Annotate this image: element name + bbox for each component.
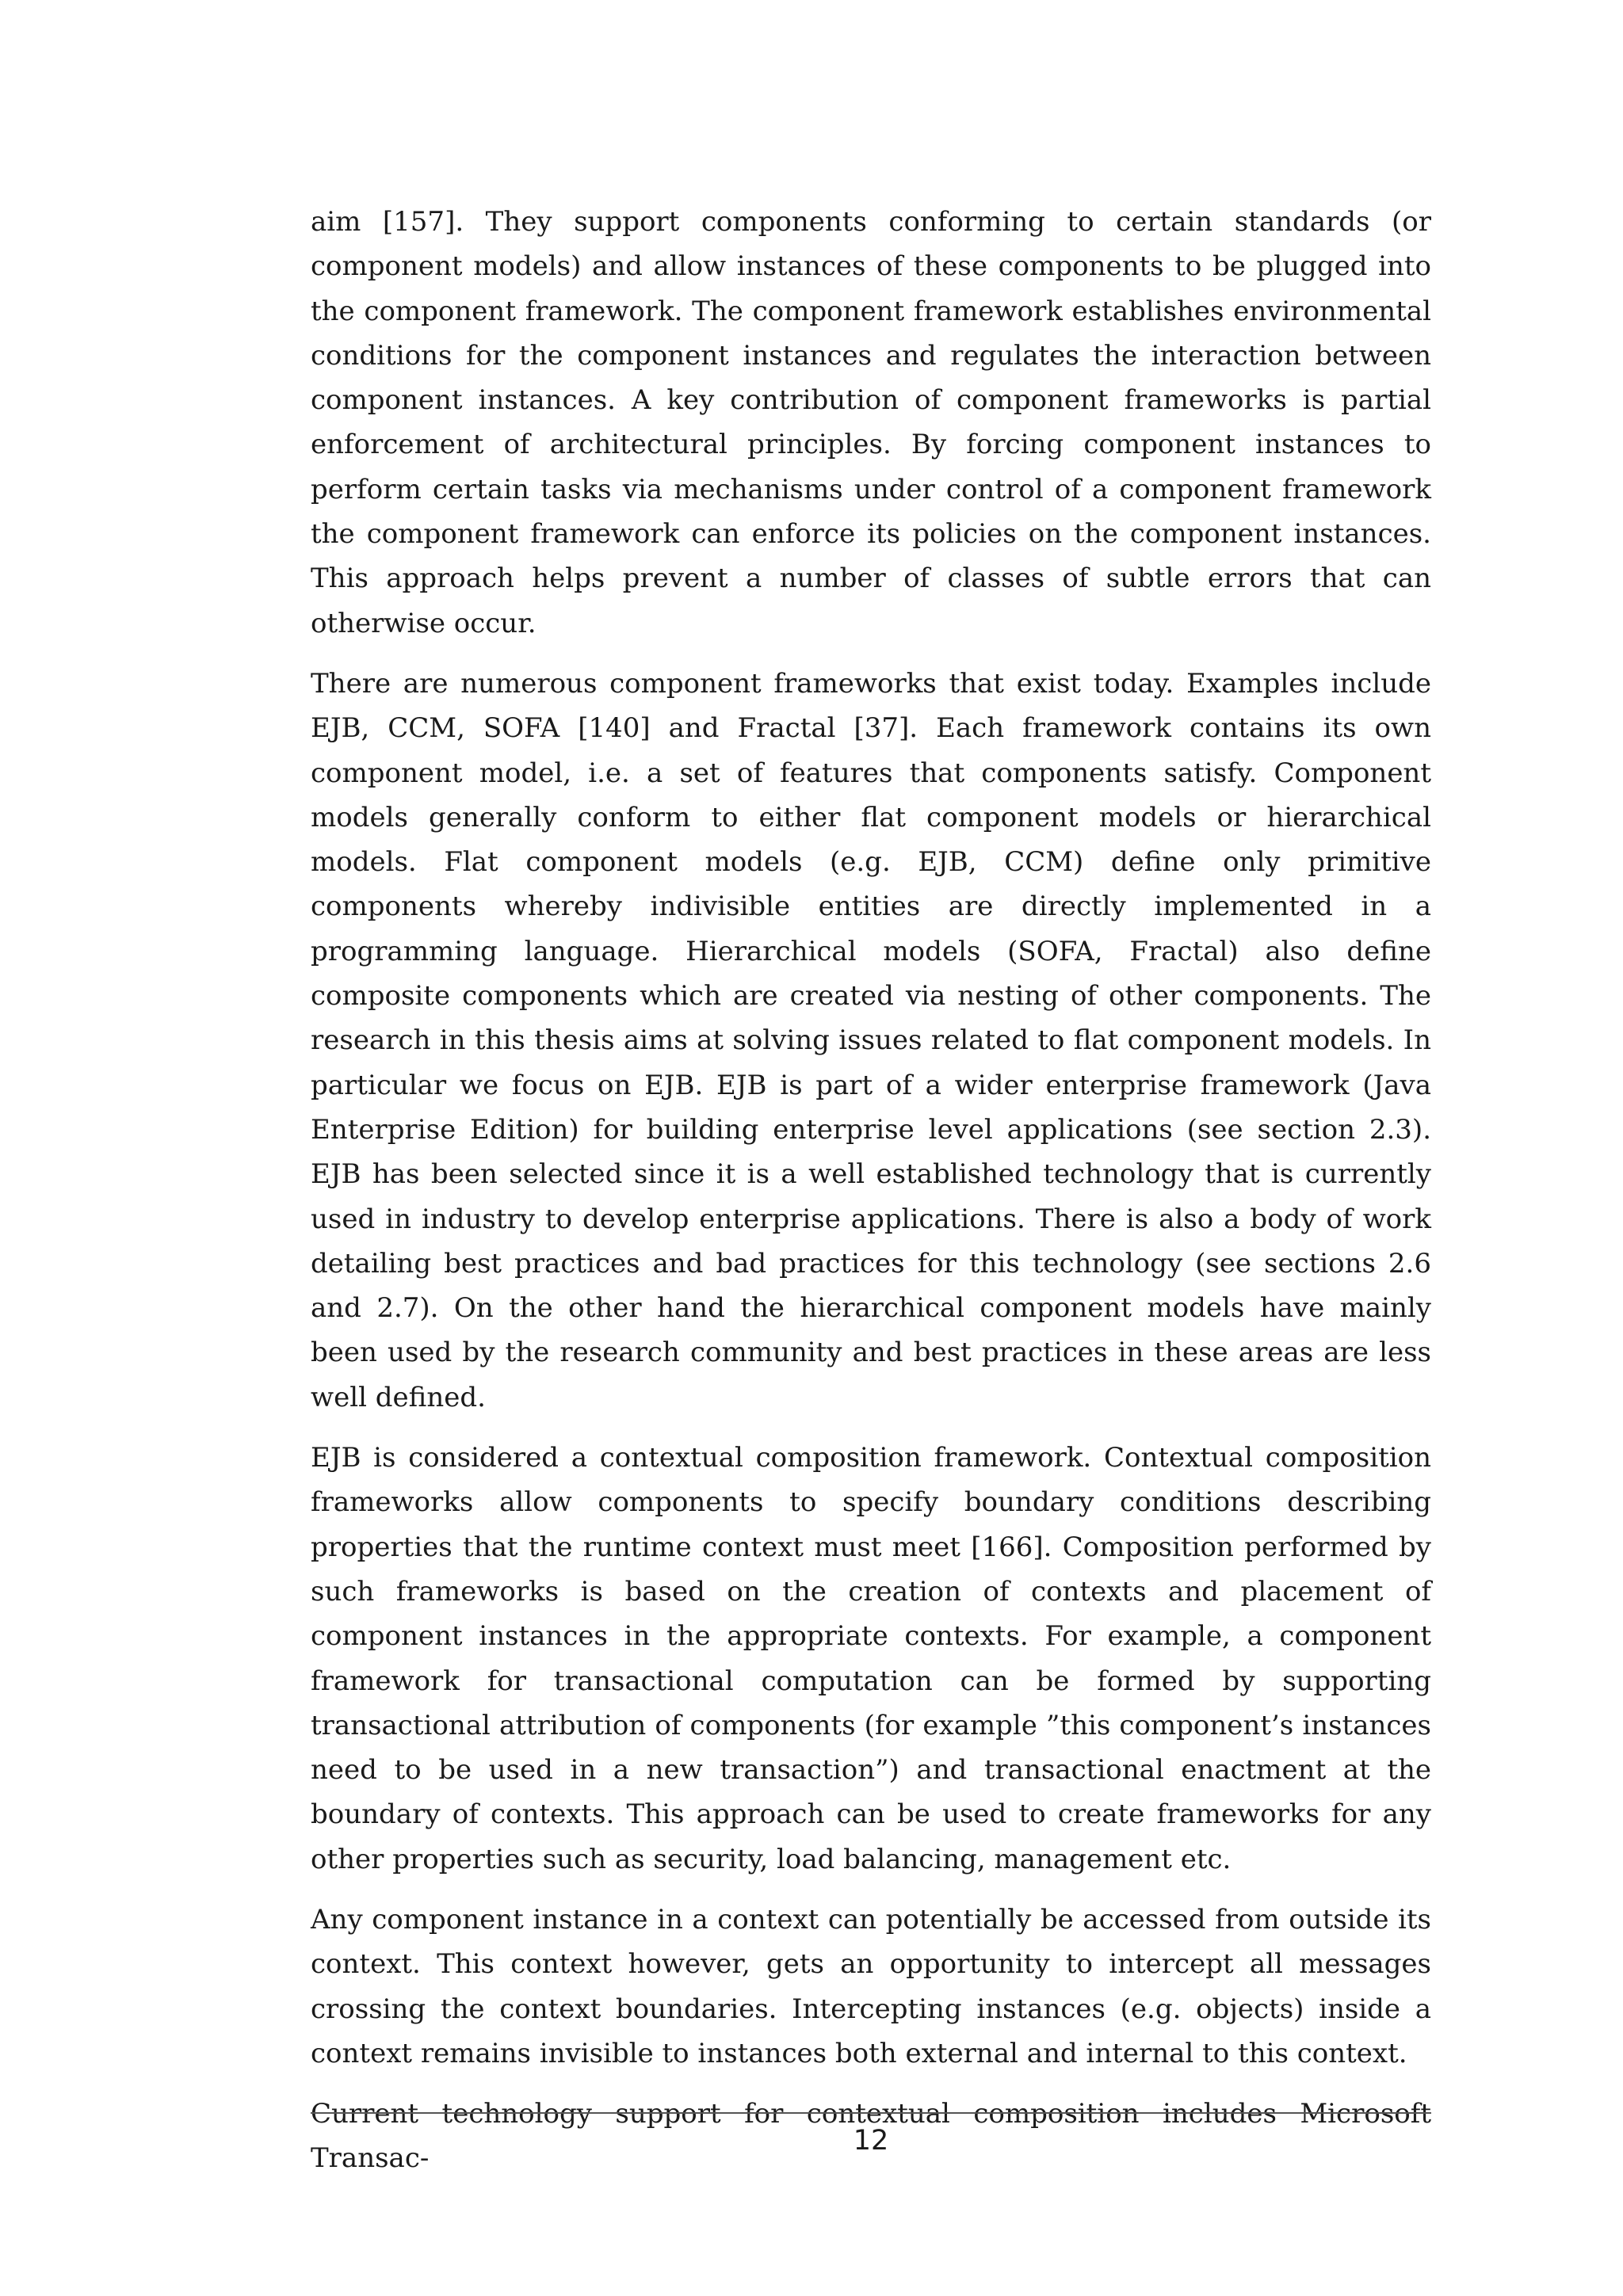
page-number: 12 bbox=[853, 2125, 889, 2157]
paragraph-component-frameworks: aim [157]. They support components conforming to certain standards (or component models) and allow instances of these components to be plugged into the component framework. The component framework establishes environmental conditions for the component instances and regulates the interaction between component instances. A key contribution of component frameworks is partial enforcement of architectural principles. By forcing component instances to perform certain tasks via mechanisms under control of a component framework the component framework can enforce its policies on the component instances. This approach helps prevent a number of classes of subtle errors that can otherwise occur. bbox=[311, 206, 1431, 639]
paragraph-component-models: There are numerous component frameworks that exist today. Examples include EJB, CCM, SOFA [140] and Fractal [37]. Each framework contains its own component model, i.e. a set of features that components satisfy. Component models generally conform to either flat component models or hierarchical models. Flat component models (e.g. EJB, CCM) define only primitive components whereby indivisible entities are directly implemented in a programming language. Hierarchical models (SOFA, Fractal) also define composite components which are created via nesting of other components. The research in this thesis aims at solving issues related to flat component models. In particular we focus on EJB. EJB is part of a wider enterprise framework (Java Enterprise Edition) for building enterprise level applications (see section 2.3). EJB has been selected since it is a well established technology that is currently used in industry to develop enterprise applications. There is also a body of work detailing best practices and bad practices for this technology (see sections 2.6 and 2.7). On the other hand the hierarchical component models have mainly been used by the research community and best practices in these areas are less well defined. bbox=[311, 667, 1431, 1413]
paragraph-current-technology: Current technology support for contextual composition includes Microsoft Transac- bbox=[311, 2098, 1431, 2175]
paragraph-contextual-composition: EJB is considered a contextual composition framework. Contextual composition frameworks allow components to specify boundary conditions describing properties that the runtime context must meet [166]. Composition performed by such frameworks is based on the creation of contexts and placement of component instances in the appropriate contexts. For example, a component framework for transactional computation can be formed by supporting transactional attribution of components (for example ”this component’s instances need to be used in a new transaction”) and transactional enactment at the boundary of contexts. This approach can be used to create frameworks for any other properties such as security, load balancing, management etc. bbox=[311, 1442, 1431, 1875]
page-body bbox=[311, 200, 1431, 2197]
paragraph-context-interception: Any component instance in a context can potentially be accessed from outside its context. This context however, gets an opportunity to intercept all messages crossing the context boundaries. Intercepting instances (e.g. objects) inside a context remains invisible to instances both external and internal to this context. bbox=[311, 1903, 1431, 2069]
footer-divider bbox=[311, 2112, 1431, 2114]
